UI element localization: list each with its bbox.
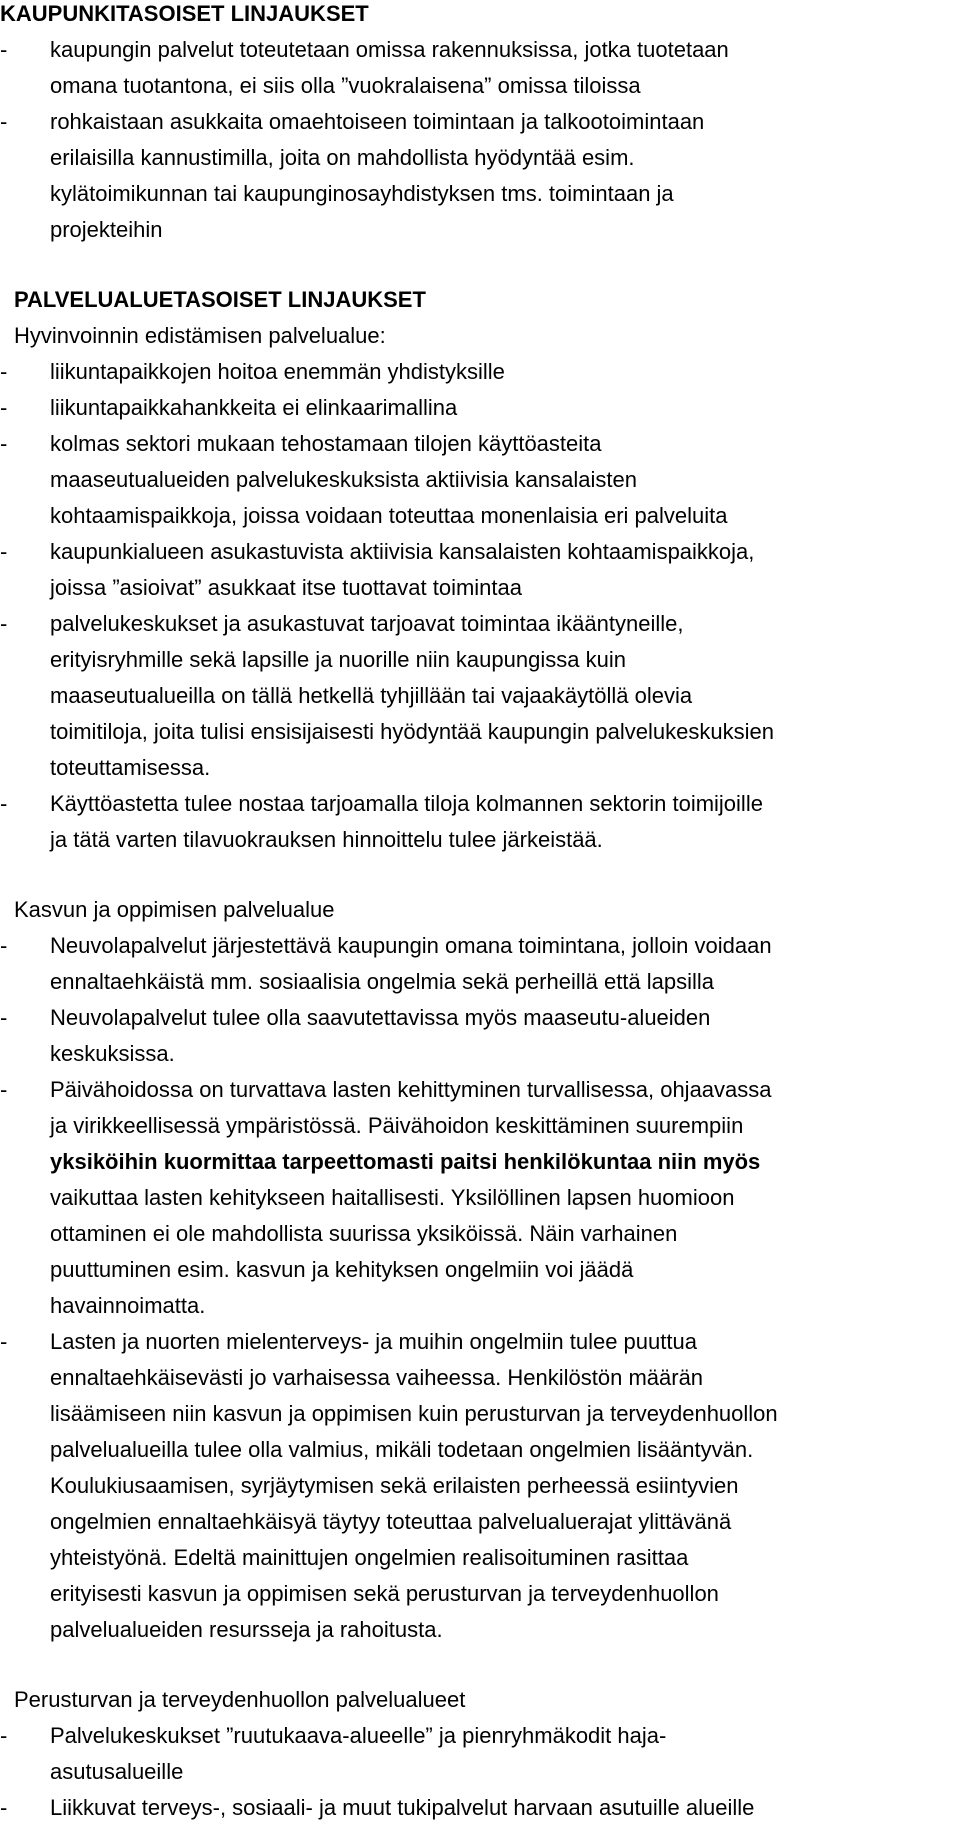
list-item-continuation: asutusalueille [50, 1759, 184, 1784]
list-item-continuation: Koulukiusaamisen, syrjäytymisen sekä erilaisten perheessä esiintyvien [50, 1473, 739, 1498]
bold-text: yksiköihin kuormittaa tarpeettomasti paitsi henkilökuntaa niin myös [50, 1149, 761, 1174]
list-item: - liikuntapaikkojen hoitoa enemmän yhdistyksille [0, 359, 505, 384]
list-item-continuation: kylätoimikunnan tai kaupunginosayhdistyksen tms. toimintaan ja [50, 181, 674, 206]
list-item-continuation: keskuksissa. [50, 1041, 175, 1066]
list-item-continuation: toteuttamisessa. [50, 755, 211, 780]
list-item-continuation: ennaltaehkäistä mm. sosiaalisia ongelmia sekä perheillä että lapsilla [50, 969, 715, 994]
list-item-continuation: puuttuminen esim. kasvun ja kehityksen ongelmiin voi jäädä [50, 1257, 634, 1282]
list-item-continuation: yhteistyönä. Edeltä mainittujen ongelmien realisoituminen rasittaa [50, 1545, 689, 1570]
list-item: - liikuntapaikkahankkeita ei elinkaarimallina [0, 395, 458, 420]
list-item: - Palvelukeskukset ”ruutukaava-alueelle” ja pienryhmäkodit haja- [0, 1723, 667, 1748]
list-item: - Päivähoidossa on turvattava lasten kehittyminen turvallisessa, ohjaavassa [0, 1077, 772, 1102]
subsection-heading: Perusturvan ja terveydenhuollon palvelualueet [14, 1687, 466, 1712]
list-item-continuation: omana tuotantona, ei siis olla ”vuokralaisena” omissa tiloissa [50, 73, 641, 98]
section-heading [0, 0, 960, 32]
list-item: - kolmas sektori mukaan tehostamaan tilojen käyttöasteita [0, 431, 602, 456]
list-item-continuation: havainnoimatta. [50, 1293, 206, 1318]
list-item-continuation [0, 1144, 960, 1180]
list-item-continuation: maaseutualueiden palvelukeskuksista aktiivisia kansalaisten [50, 467, 637, 492]
list-item: - Liikkuvat terveys-, sosiaali- ja muut tukipalvelut harvaan asutuille alueille [0, 1795, 755, 1820]
list-item-continuation: ennaltaehkäisevästi jo varhaisessa vaiheessa. Henkilöstön määrän [50, 1365, 704, 1390]
list-item: - palvelukeskukset ja asukastuvat tarjoavat toimintaa ikääntyneille, [0, 611, 684, 636]
heading-text: KAUPUNKITASOISET LINJAUKSET [0, 1, 369, 26]
list-item-continuation: palvelualueiden resursseja ja rahoitusta. [50, 1617, 443, 1642]
list-item-continuation: toimitiloja, joita tulisi ensisijaisesti hyödyntää kaupungin palvelukeskuksien [50, 719, 774, 744]
list-item: - rohkaistaan asukkaita omaehtoiseen toimintaan ja talkootoimintaan [0, 109, 705, 134]
list-item-continuation: projekteihin [50, 217, 163, 242]
list-item-continuation: erityisryhmille sekä lapsille ja nuorille niin kaupungissa kuin [50, 647, 626, 672]
list-item: - kaupungin palvelut toteutetaan omissa rakennuksissa, jotka tuotetaan [0, 37, 729, 62]
list-item-continuation: lisäämiseen niin kasvun ja oppimisen kuin perusturvan ja terveydenhuollon [50, 1401, 778, 1426]
list-item: - Käyttöastetta tulee nostaa tarjoamalla tiloja kolmannen sektorin toimijoille [0, 791, 763, 816]
list-item-continuation: palvelualueilla tulee olla valmius, mikäli todetaan ongelmien lisääntyvän. [50, 1437, 754, 1462]
heading-text: PALVELUALUETASOISET LINJAUKSET [14, 287, 426, 312]
list-item-continuation: erilaisilla kannustimilla, joita on mahdollista hyödyntää esim. [50, 145, 635, 170]
list-item-continuation: ongelmien ennaltaehkäisyä täytyy toteuttaa palvelualuerajat ylittävänä [50, 1509, 732, 1534]
list-item-continuation: kohtaamispaikkoja, joissa voidaan toteuttaa monenlaisia eri palveluita [50, 503, 728, 528]
list-item: - Neuvolapalvelut tulee olla saavutettavissa myös maaseutu-alueiden [0, 1005, 711, 1030]
list-item: - kaupunkialueen asukastuvista aktiivisia kansalaisten kohtaamispaikkoja, [0, 539, 755, 564]
list-item: - Neuvolapalvelut järjestettävä kaupungin omana toimintana, jolloin voidaan [0, 933, 772, 958]
list-item-continuation: ottaminen ei ole mahdollista suurissa yksiköissä. Näin varhainen [50, 1221, 678, 1246]
list-item-continuation: joissa ”asioivat” asukkaat itse tuottavat toimintaa [50, 575, 523, 600]
subsection-heading: Hyvinvoinnin edistämisen palvelualue: [14, 323, 386, 348]
list-item-continuation: maaseutualueilla on tällä hetkellä tyhjillään tai vajaakäytöllä olevia [50, 683, 693, 708]
section-heading [0, 282, 960, 318]
list-item-continuation: ja tätä varten tilavuokrauksen hinnoittelu tulee järkeistää. [50, 827, 603, 852]
list-item: - Lasten ja nuorten mielenterveys- ja muihin ongelmiin tulee puuttua [0, 1329, 697, 1354]
list-item-continuation: vaikuttaa lasten kehitykseen haitallisesti. Yksilöllinen lapsen huomioon [50, 1185, 735, 1210]
list-item-continuation: erityisesti kasvun ja oppimisen sekä perusturvan ja terveydenhuollon [50, 1581, 719, 1606]
list-item-continuation: ja virikkeellisessä ympäristössä. Päivähoidon keskittäminen suurempiin [50, 1113, 744, 1138]
subsection-heading: Kasvun ja oppimisen palvelualue [14, 897, 335, 922]
